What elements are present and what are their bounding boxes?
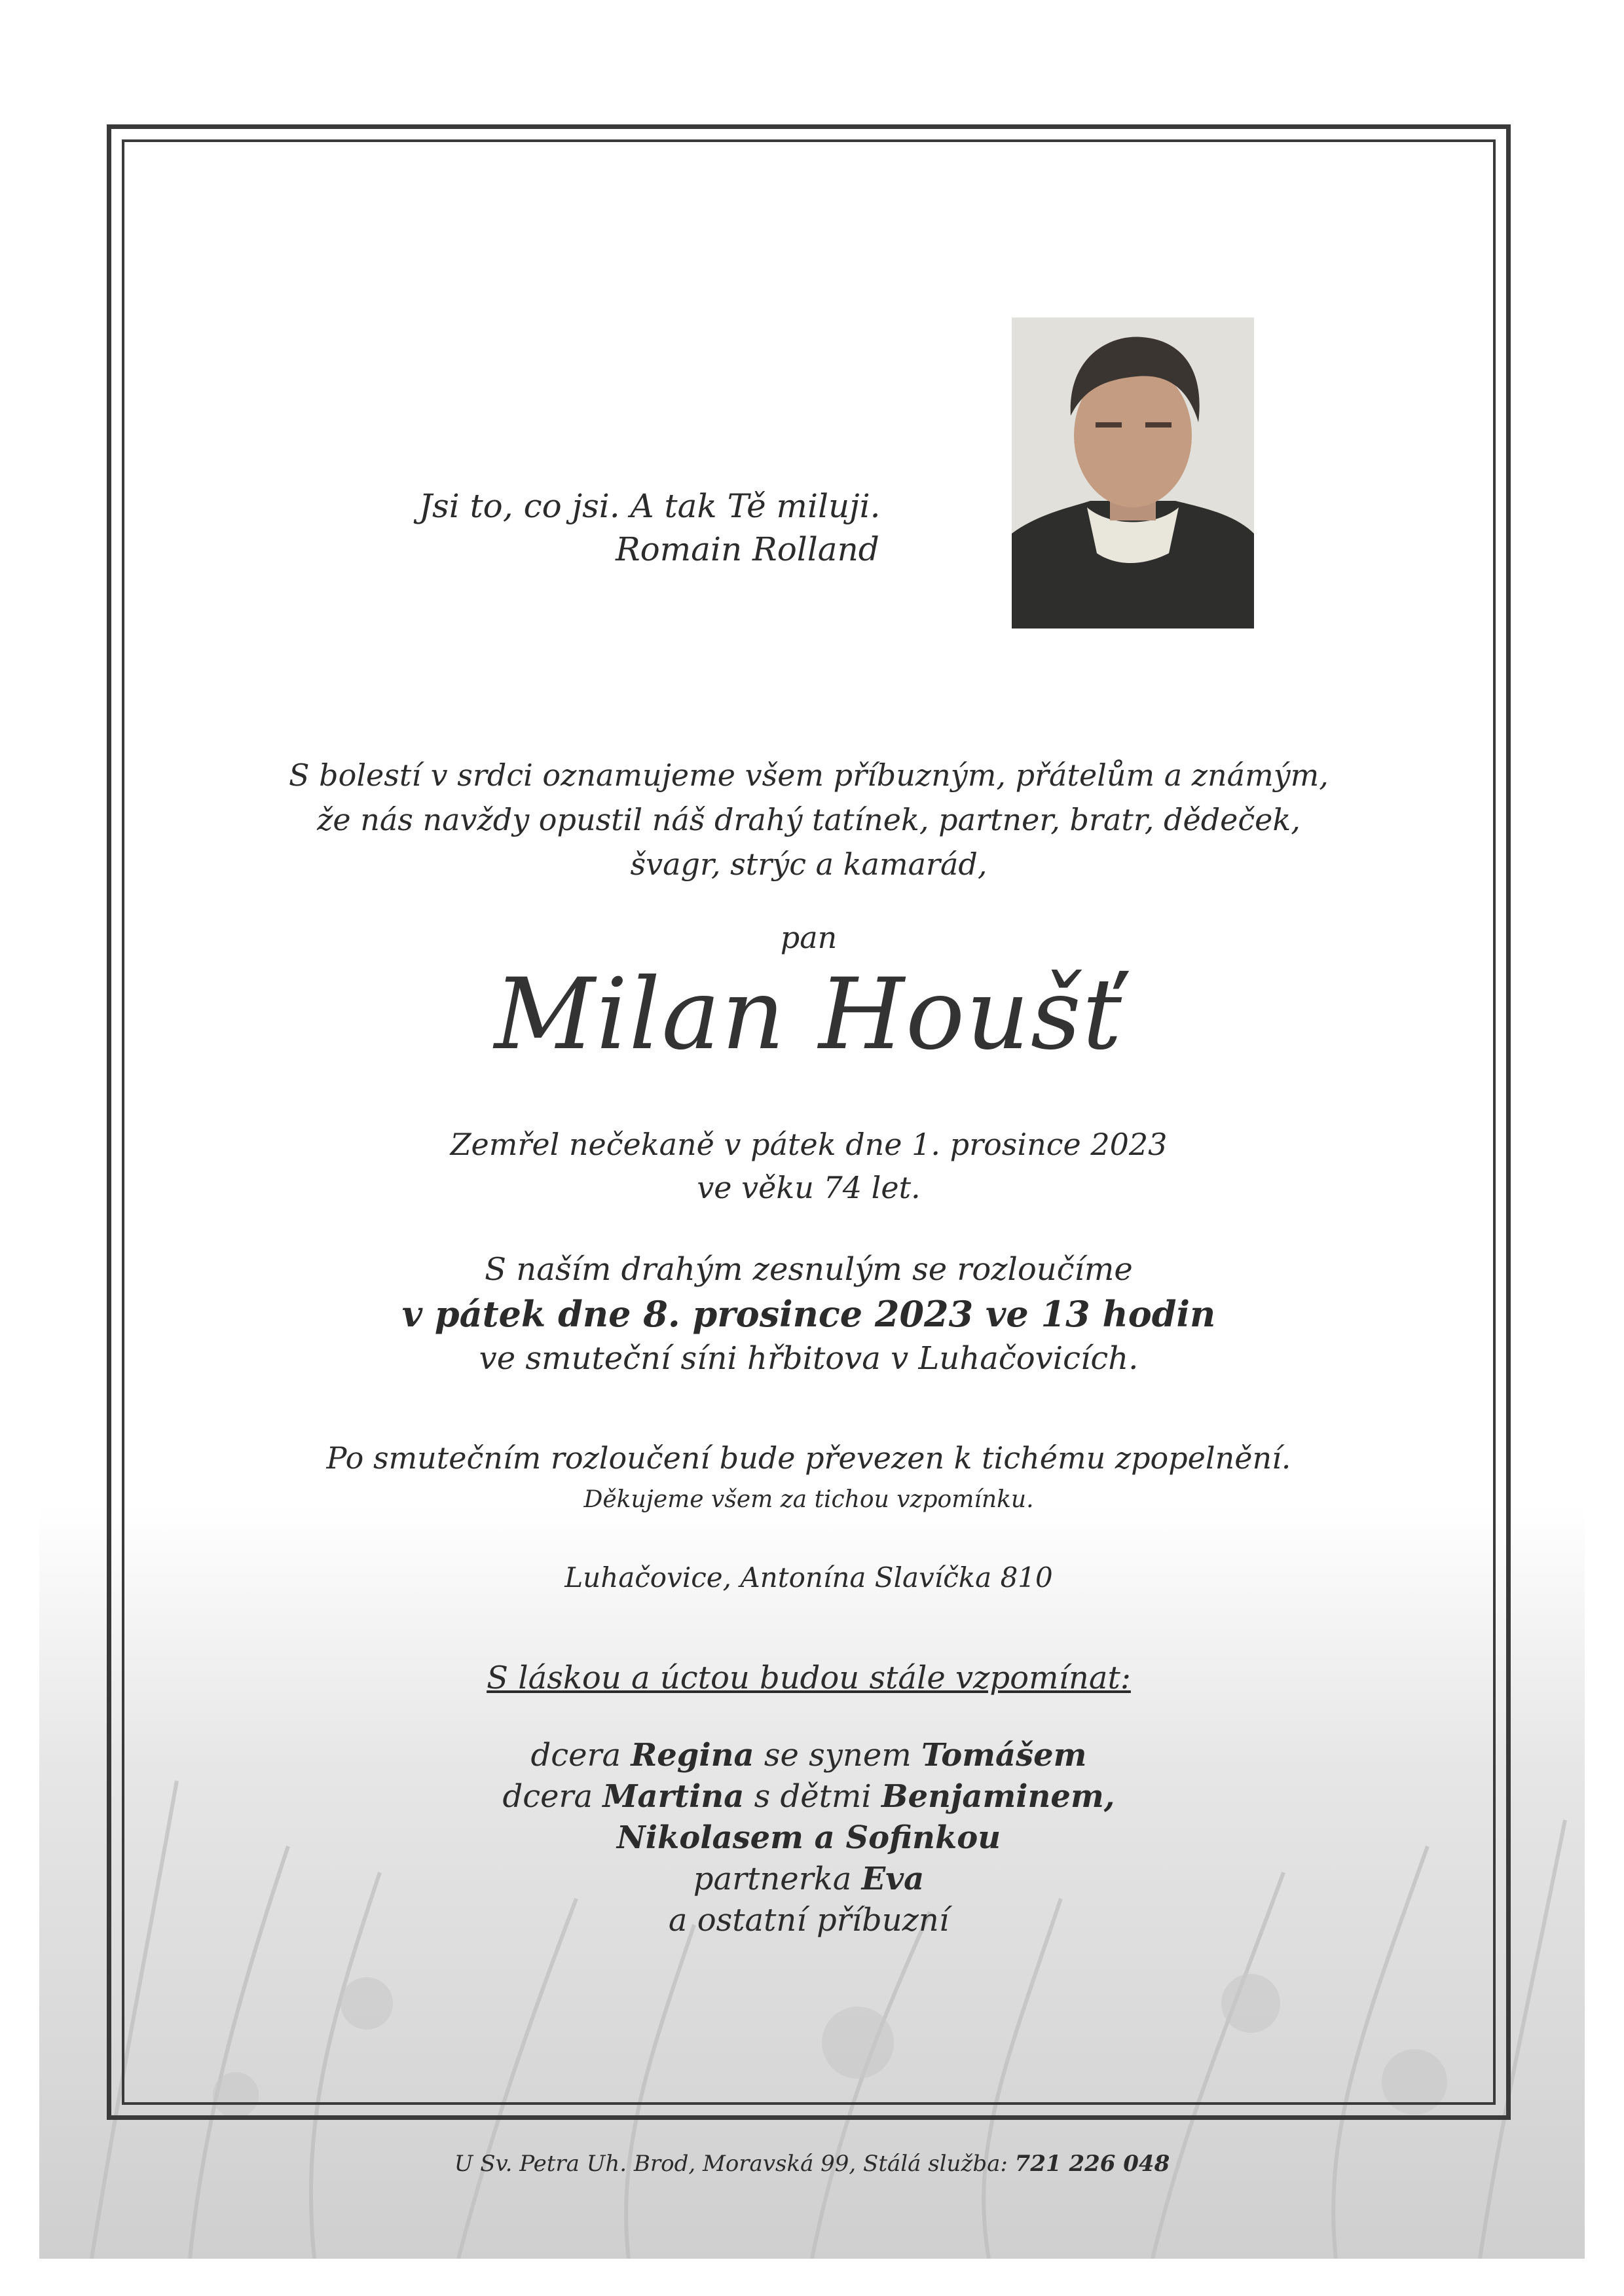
quote	[419, 484, 917, 571]
thanks-text: Děkujeme všem za tichou vzpomínku.	[583, 1486, 1034, 1513]
cremation-info	[122, 1437, 1496, 1521]
footer-phone: 721 226 048	[1014, 2151, 1170, 2177]
farewell-place: ve smuteční síni hřbitova v Luhačovicích.	[479, 1340, 1139, 1377]
quote-author: Romain Rolland	[616, 530, 879, 568]
memory-heading: S láskou a úctou budou stále vzpomínat:	[487, 1660, 1131, 1696]
family-member-name: Regina	[631, 1737, 754, 1774]
family-line	[122, 1900, 1496, 1941]
family-member-name: Martina	[602, 1778, 745, 1815]
family-relation-text: se synem	[754, 1737, 921, 1774]
death-date: Zemřel nečekaně v pátek dne 1. prosince 2023	[450, 1127, 1168, 1162]
footer-text: U Sv. Petra Uh. Brod, Moravská 99, Stálá služba:	[454, 2151, 1015, 2177]
funeral-service-footer	[0, 2151, 1624, 2177]
family-member-name: Eva	[861, 1861, 925, 1897]
intro-line-3: švagr, strýc a kamarád,	[630, 847, 987, 882]
family-line	[122, 1776, 1496, 1817]
family-address: Luhačovice, Antonína Slavíčka 810	[564, 1561, 1053, 1594]
cremation-text: Po smutečním rozloučení bude převezen k tichému zpopelnění.	[326, 1440, 1291, 1476]
family-relation-text: s dětmi	[744, 1778, 882, 1815]
family-member-name: Benjaminem,	[881, 1778, 1115, 1815]
family-relation-text: dcera	[530, 1737, 631, 1774]
family-member-name: Nikolasem a Sofinkou	[616, 1819, 1001, 1856]
intro-line-2: že nás navždy opustil náš drahý tatínek, partner, bratr, dědeček,	[317, 802, 1301, 837]
quote-text: Jsi to, co jsi. A tak Tě miluji.	[419, 487, 881, 525]
name-prefix: pan	[780, 920, 838, 955]
farewell-date: v pátek dne 8. prosince 2023 ve 13 hodin	[401, 1293, 1216, 1335]
deceased-name: Milan Houšť	[494, 958, 1124, 1072]
family-line	[122, 1859, 1496, 1900]
farewell-line-1: S naším drahým zesnulým se rozloučíme	[485, 1251, 1133, 1288]
farewell-info	[122, 1247, 1496, 1381]
death-info	[122, 1123, 1496, 1209]
announcement-intro	[122, 753, 1496, 886]
family-relation-text: dcera	[502, 1778, 603, 1815]
family-list	[122, 1735, 1496, 1941]
death-age: ve věku 74 let.	[697, 1170, 921, 1205]
family-relation-text: partnerka	[693, 1861, 862, 1897]
portrait-photo	[1012, 318, 1254, 629]
family-relation-text: a ostatní příbuzní	[668, 1902, 950, 1939]
family-member-name: Tomášem	[921, 1737, 1087, 1774]
intro-line-1: S bolestí v srdci oznamujeme všem příbuzným, přátelům a známým,	[289, 757, 1329, 793]
family-line	[122, 1735, 1496, 1776]
family-line	[122, 1817, 1496, 1859]
